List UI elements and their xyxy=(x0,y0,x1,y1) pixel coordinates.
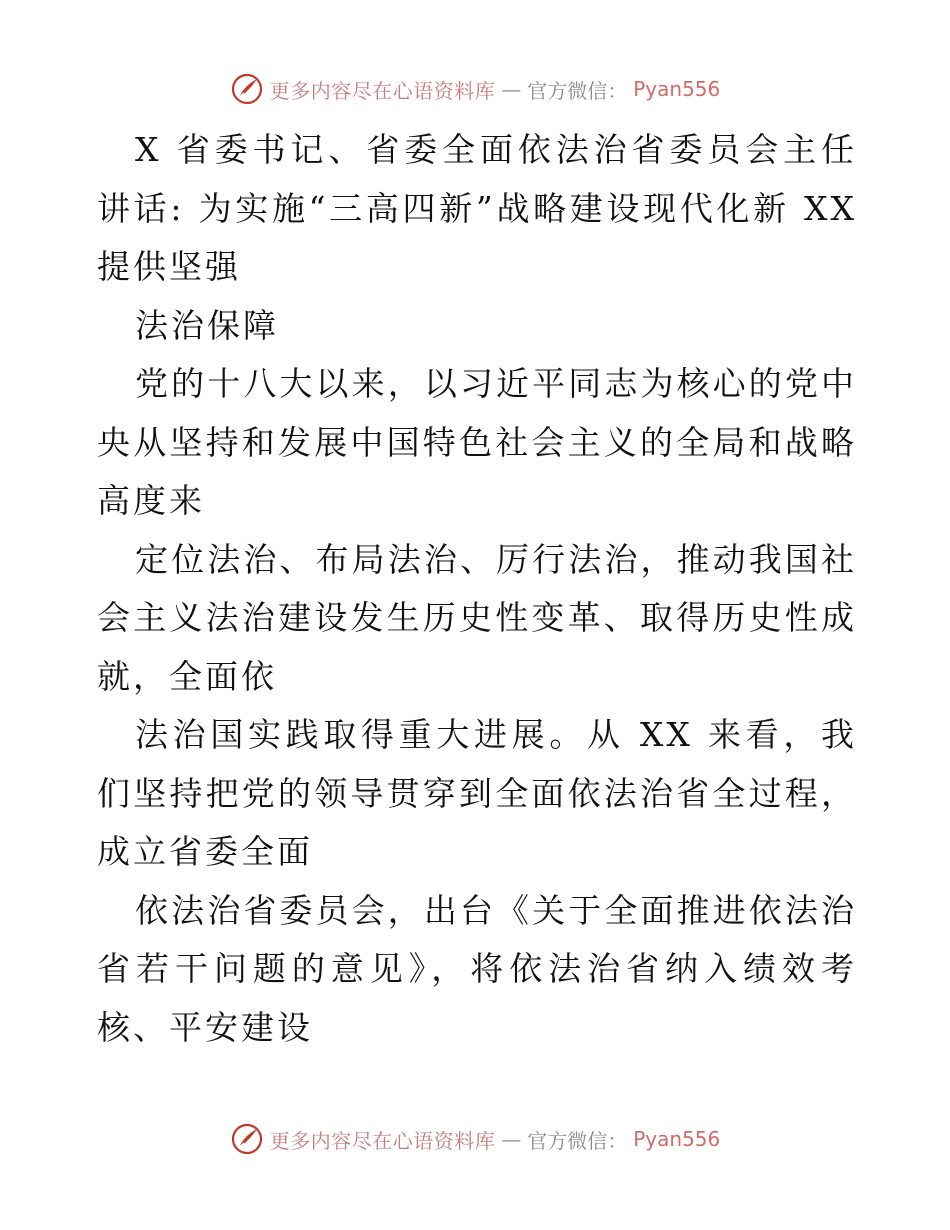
paragraph: 法治国实践取得重大进展。从 XX 来看，我们坚持把党的领导贯穿到全面依法治省全过程，成立省委全面 xyxy=(97,715,857,871)
quill-logo-icon xyxy=(230,72,264,106)
header-watermark xyxy=(0,72,950,106)
watermark-brand-text: 更多内容尽在心语资料库 xyxy=(269,78,496,103)
document-body xyxy=(97,121,857,1057)
watermark-id: Pyan556 xyxy=(633,1127,721,1151)
watermark-separator: — xyxy=(501,1127,522,1151)
watermark-separator: — xyxy=(501,77,522,101)
paragraph: X 省委书记、省委全面依法治省委员会主任讲话: 为实施“三高四新”战略建设现代化新 XX 提供坚强 xyxy=(97,130,857,286)
paragraph: 法治保障 xyxy=(135,305,279,345)
paragraph: 党的十八大以来，以习近平同志为核心的党中央从坚持和发展中国特色社会主义的全局和战略高度来 xyxy=(97,364,857,520)
watermark-label: 官方微信： xyxy=(527,78,628,103)
footer-watermark xyxy=(0,1122,950,1156)
watermark-brand-text: 更多内容尽在心语资料库 xyxy=(269,1128,496,1153)
quill-logo-icon xyxy=(230,1122,264,1156)
watermark-label: 官方微信： xyxy=(527,1128,628,1153)
paragraph: 定位法治、布局法治、厉行法治，推动我国社会主义法治建设发生历史性变革、取得历史性成就，全面依 xyxy=(97,539,857,696)
paragraph: 依法治省委员会，出台《关于全面推进依法治省若干问题的意见》，将依法治省纳入绩效考核、平安建设 xyxy=(97,890,857,1047)
watermark-id: Pyan556 xyxy=(633,77,721,101)
